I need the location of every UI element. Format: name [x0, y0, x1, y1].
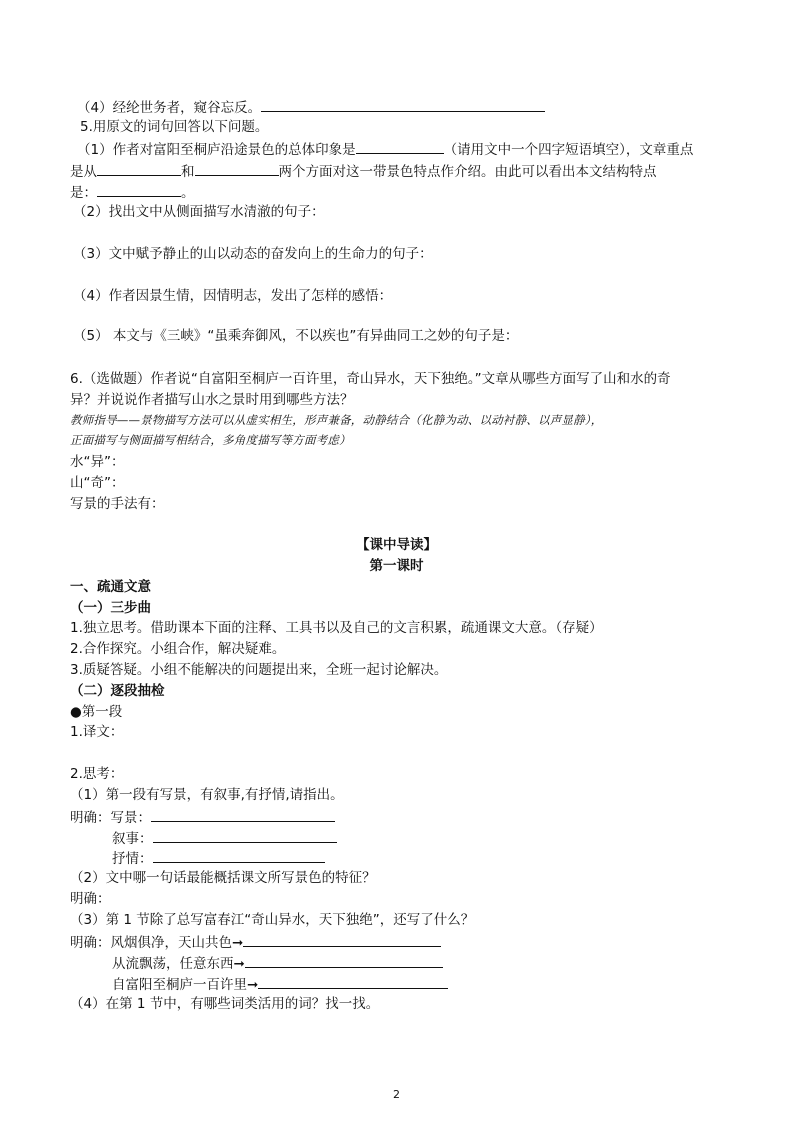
m3c-line: [112, 974, 448, 994]
arrow-icon: ➞: [247, 977, 259, 993]
teacher-note-line1: 教师指导——景物描写方法可以从虚实相生，形声兼备，动静结合（化静为动、以动衬静、以声显静），: [70, 413, 603, 427]
page-number: 2: [393, 1088, 400, 1101]
m3c-text: 自富阳至桐庐一百许里: [112, 977, 247, 993]
section-title: 【课中导读】: [356, 537, 437, 553]
q5-1-blank-2[interactable]: [97, 161, 181, 176]
q5-1-blank-4[interactable]: [97, 182, 181, 197]
step3: 3.质疑答疑。小组不能解决的问题提出来，全班一起讨论解决。: [70, 662, 448, 678]
q5-5: （5） 本文与《三峡》“虽乘奔御风，不以疾也”有异曲同工之妙的句子是：: [73, 328, 519, 344]
q5-3: （3）文中赋予静止的山以动态的奋发向上的生命力的句子：: [73, 246, 433, 262]
q5-1-line2: [70, 161, 657, 181]
arrow-icon: ➞: [233, 956, 245, 972]
q4-4-blank[interactable]: [261, 97, 545, 112]
q6-line1: 6.（选做题）作者说“自富阳至桐庐一百许里，奇山异水，天下独绝。”文章从哪些方面写了山和水的奇: [70, 371, 671, 387]
part1-heading: 一、疏通文意: [70, 579, 151, 595]
water-label: 水“异”：: [70, 454, 125, 470]
think-label: 2.思考：: [70, 766, 124, 782]
step2: 2.合作探究。小组合作，解决疑难。: [70, 641, 286, 657]
narr-text: 叙事：: [112, 831, 153, 847]
q5-1-line3: [70, 182, 195, 202]
ming3-line: [70, 932, 441, 952]
q4-4-text: （4）经纶世务者，窥谷忘反。: [77, 100, 262, 116]
mountain-label: 山“奇”：: [70, 475, 125, 491]
q6-line2: 异？并说说作者描写山水之景时用到哪些方法？: [70, 392, 354, 408]
m3b-line: [112, 953, 443, 973]
q5-title: 5.用原文的词句回答以下问题。: [80, 119, 269, 135]
lesson-title: 第一课时: [369, 558, 424, 574]
ming1-line: [70, 807, 335, 827]
q5-1-text-g: 。: [181, 185, 195, 201]
lyric-blank[interactable]: [153, 848, 325, 863]
m3b-text: 从流飘荡，任意东西: [112, 956, 234, 972]
lyric-text: 抒情：: [112, 851, 153, 867]
ming3-blank-3[interactable]: [258, 974, 448, 989]
translate-label: 1.译文：: [70, 724, 124, 740]
para1-heading: ●第一段: [70, 704, 123, 720]
q5-1-text-e: 两个方面对这一带景色特点作介绍。由此可以看出本文结构特点: [278, 164, 657, 180]
ming2: 明确：: [70, 891, 111, 907]
t1: （1）第一段有写景，有叙事,有抒情,请指出。: [70, 787, 344, 803]
technique-label: 写景的手法有：: [70, 496, 165, 512]
q5-1-text-a: （1）作者对富阳至桐庐沿途景色的总体印象是: [77, 142, 356, 158]
sub2-heading: （二）逐段抽检: [70, 683, 165, 699]
t2: （2）文中哪一句话最能概括课文所写景色的特征？: [70, 870, 376, 886]
q5-1-line1: [77, 139, 693, 159]
q5-1-text-f: 是：: [70, 185, 97, 201]
ming3-text: 明确：风烟俱净，天山共色: [70, 935, 232, 951]
ming3-blank-1[interactable]: [243, 932, 441, 947]
lyric-line: [112, 848, 325, 868]
scenery-blank[interactable]: [151, 807, 335, 822]
q5-4: （4）作者因景生情，因情明志，发出了怎样的感悟：: [73, 288, 393, 304]
t3: （3）第 1 节除了总写富春江“奇山异水，天下独绝”，还写了什么？: [70, 912, 475, 928]
q5-1-text-d: 和: [181, 164, 195, 180]
q5-1-text-b: （请用文中一个四字短语填空），文章重点: [443, 142, 694, 158]
ming1-text: 明确：写景：: [70, 810, 151, 826]
arrow-icon: ➞: [232, 935, 244, 951]
narrative-blank[interactable]: [153, 828, 337, 843]
q5-1-blank-3[interactable]: [195, 161, 279, 176]
q5-2: （2）找出文中从侧面描写水清澈的句子：: [73, 204, 325, 220]
t4: （4）在第 1 节中，有哪些词类活用的词？找一找。: [70, 996, 380, 1012]
teacher-note-line2: 正面描写与侧面描写相结合，多角度描写等方面考虑）: [70, 433, 351, 447]
q5-1-text-c: 是从: [70, 164, 97, 180]
step1: 1.独立思考。借助课本下面的注释、工具书以及自己的文言积累，疏通课文大意。（存疑）: [70, 620, 603, 636]
sub1-heading: （一）三步曲: [70, 600, 151, 616]
q4-4-line: [77, 97, 545, 117]
narr-line: [112, 828, 337, 848]
ming3-blank-2[interactable]: [245, 953, 443, 968]
q5-1-blank-1[interactable]: [356, 139, 444, 154]
